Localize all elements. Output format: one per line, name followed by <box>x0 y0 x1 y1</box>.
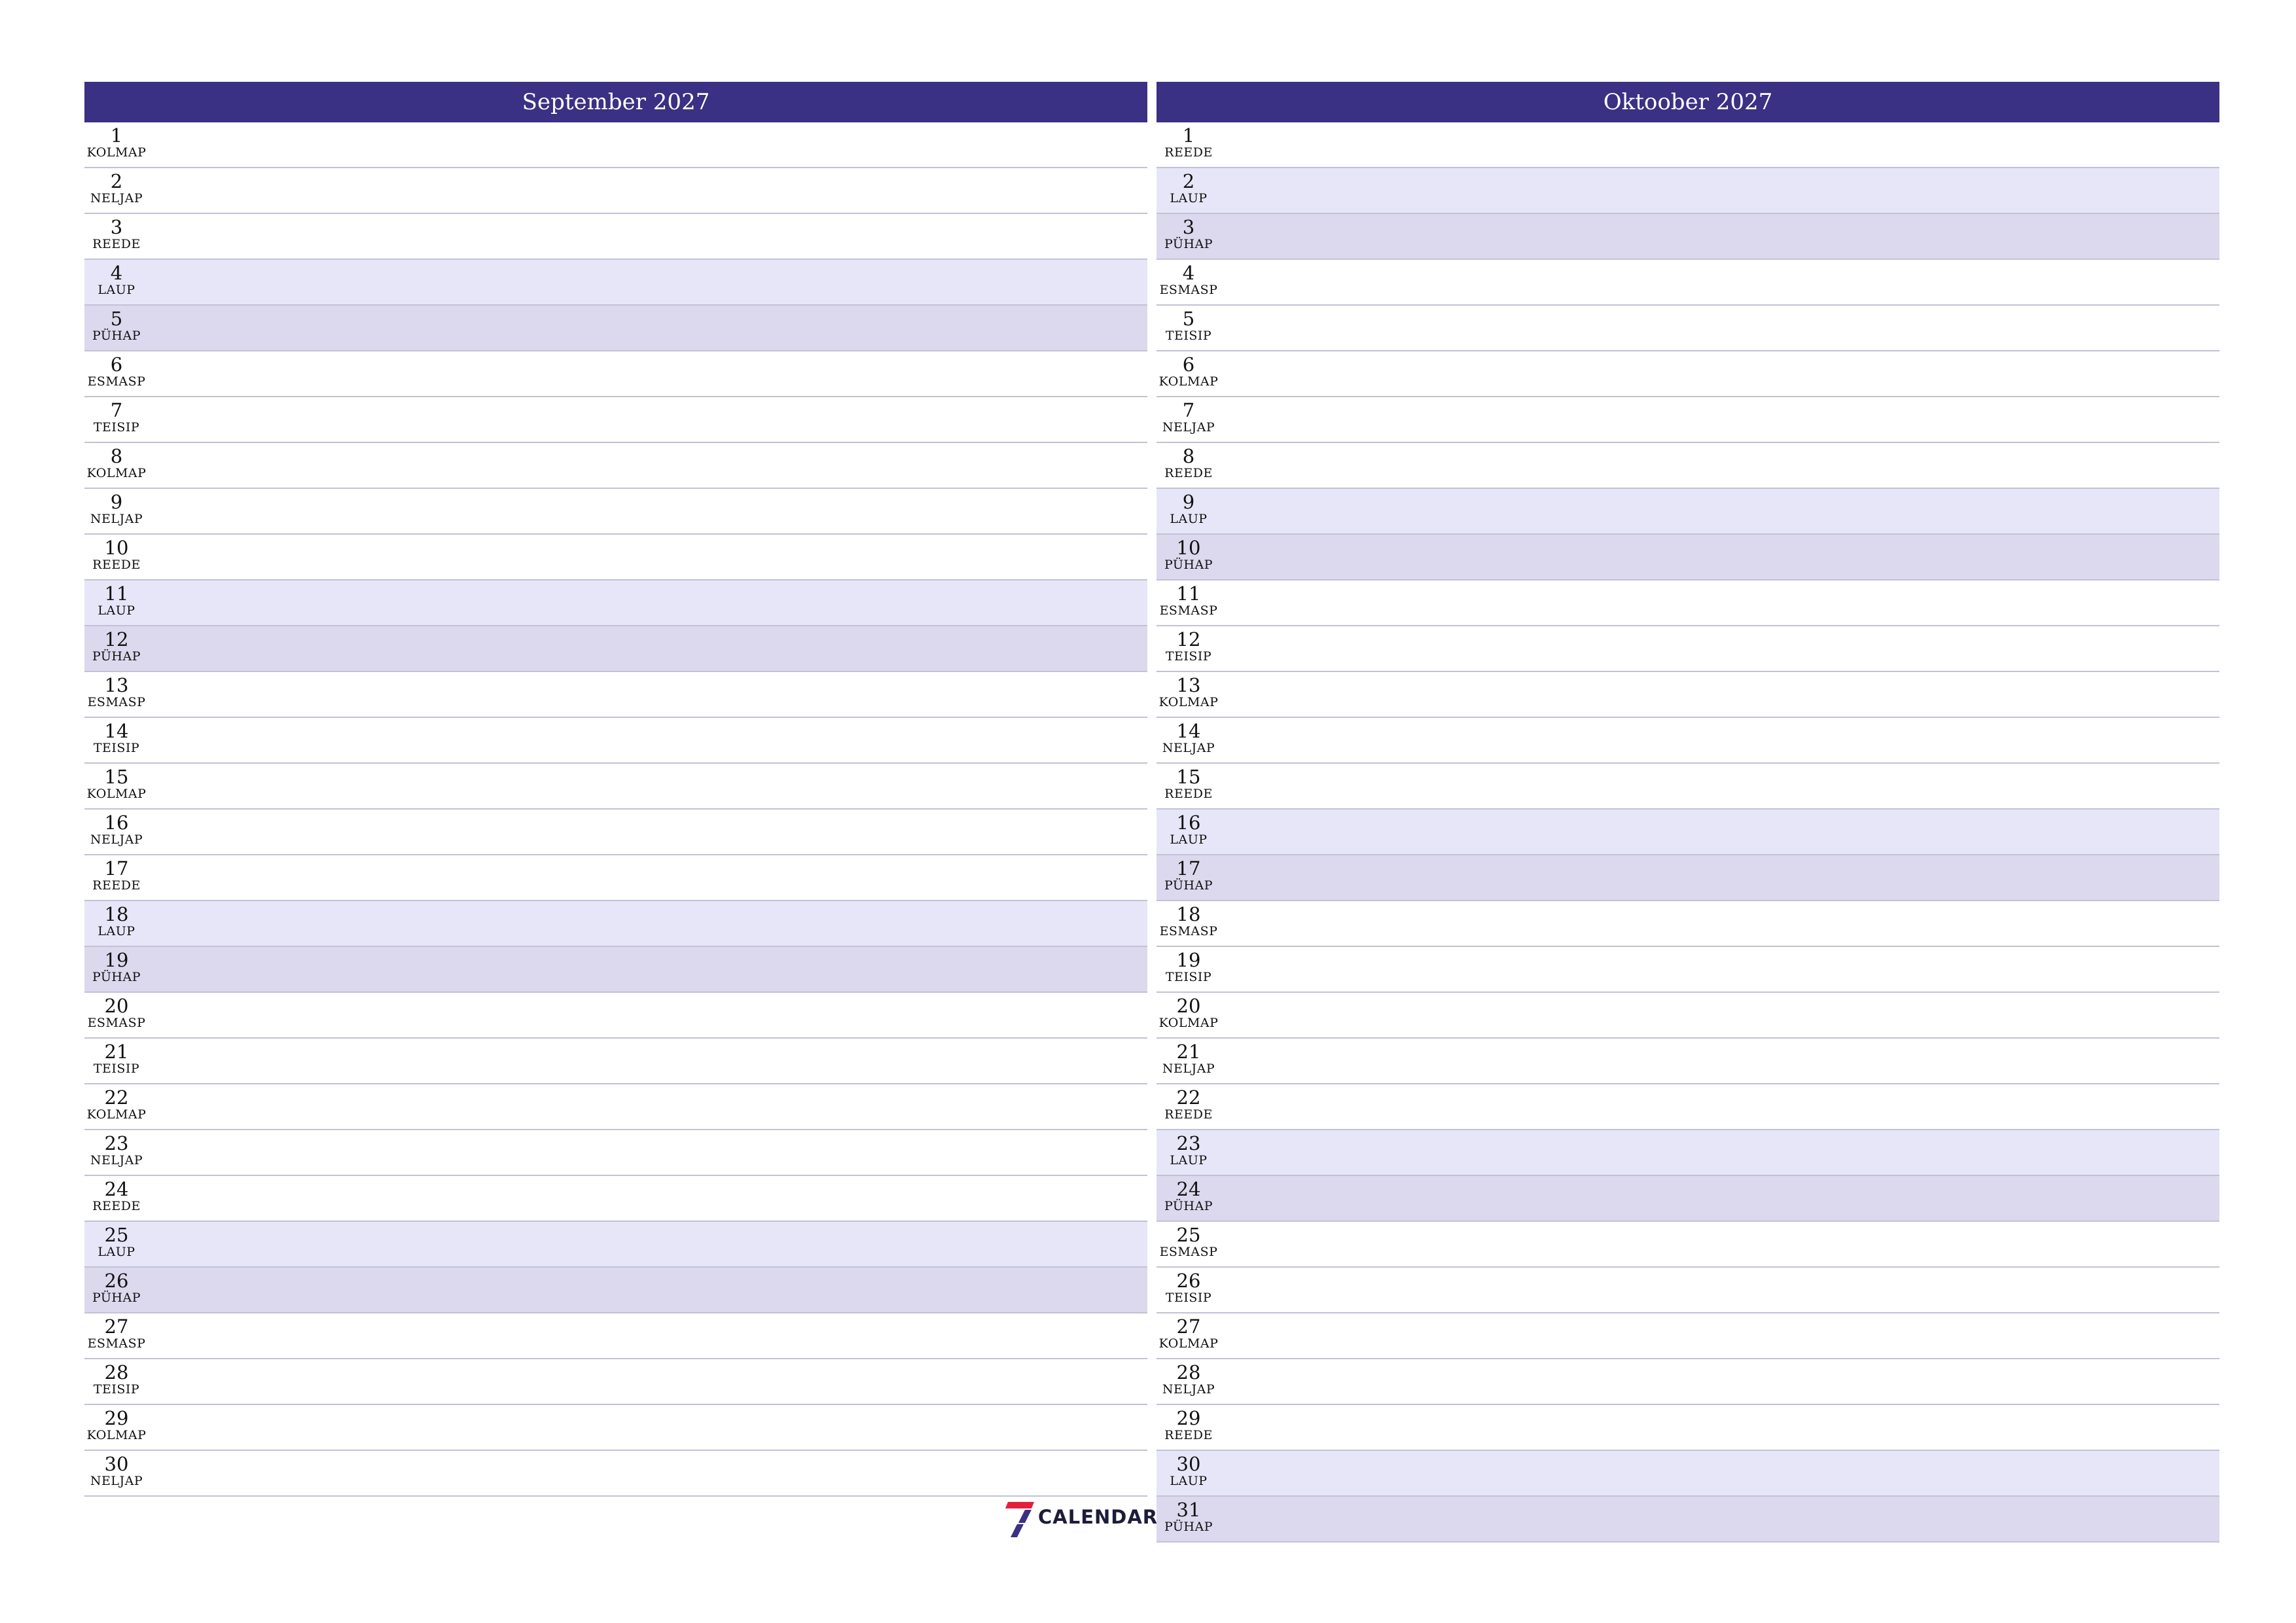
day-cell <box>84 122 149 167</box>
day-name: TEISIP <box>93 1382 140 1397</box>
day-cell <box>1157 1359 1221 1404</box>
day-row[interactable] <box>84 122 1147 168</box>
day-name: ESMASP <box>1159 924 1218 938</box>
day-name: NELJAP <box>90 191 143 205</box>
day-name: KOLMAP <box>1158 695 1219 709</box>
month-header: Oktoober 2027 <box>1157 82 2219 122</box>
day-cell <box>84 1222 149 1266</box>
day-cell <box>84 580 149 625</box>
day-row[interactable] <box>84 1084 1147 1130</box>
day-row[interactable] <box>84 397 1147 443</box>
day-row[interactable] <box>1157 1039 2219 1084</box>
day-row[interactable] <box>84 443 1147 489</box>
day-number: 21 <box>1176 1041 1201 1063</box>
day-cell <box>84 306 149 350</box>
day-row[interactable] <box>1157 535 2219 580</box>
day-cell <box>84 1039 149 1083</box>
day-number: 28 <box>1176 1361 1201 1383</box>
day-number: 9 <box>110 491 123 513</box>
day-number: 2 <box>1182 170 1195 192</box>
day-cell <box>1157 1497 1221 1541</box>
day-number: 23 <box>1176 1132 1201 1154</box>
day-cell <box>84 535 149 579</box>
day-cell <box>1157 397 1221 442</box>
day-cell <box>1157 168 1221 213</box>
day-cell <box>1157 1451 1221 1495</box>
day-name: PÜHAP <box>1164 558 1213 572</box>
day-name: KOLMAP <box>1158 1336 1219 1351</box>
day-cell <box>1157 214 1221 259</box>
day-row[interactable] <box>84 306 1147 351</box>
day-row[interactable] <box>84 810 1147 855</box>
day-name: NELJAP <box>1162 1061 1215 1076</box>
day-cell <box>84 168 149 213</box>
day-number: 16 <box>104 812 129 834</box>
day-number: 17 <box>1176 857 1201 880</box>
day-row[interactable] <box>1157 1313 2219 1359</box>
day-row[interactable] <box>1157 397 2219 443</box>
brand-logo[interactable] <box>1005 1501 1158 1537</box>
day-name: REEDE <box>1164 787 1213 801</box>
day-list <box>84 122 1147 1497</box>
day-cell <box>1157 306 1221 350</box>
day-row[interactable] <box>84 1130 1147 1176</box>
day-number: 30 <box>104 1453 129 1475</box>
day-cell <box>1157 1130 1221 1175</box>
day-number: 26 <box>104 1270 129 1292</box>
day-number: 20 <box>1176 995 1201 1017</box>
day-name: ESMASP <box>1159 603 1218 618</box>
day-name: LAUP <box>1170 832 1208 847</box>
day-number: 18 <box>104 903 129 925</box>
day-row[interactable] <box>1157 489 2219 535</box>
day-name: PÜHAP <box>92 649 141 664</box>
day-row[interactable] <box>1157 1497 2219 1543</box>
day-row[interactable] <box>84 1451 1147 1497</box>
day-cell <box>84 1176 149 1221</box>
day-cell <box>84 1313 149 1358</box>
day-name: NELJAP <box>90 832 143 847</box>
day-cell <box>84 351 149 396</box>
day-name: PÜHAP <box>92 970 141 984</box>
day-number: 18 <box>1176 903 1201 925</box>
day-row[interactable] <box>1157 947 2219 993</box>
day-name: LAUP <box>98 1245 135 1259</box>
day-row[interactable] <box>1157 672 2219 718</box>
day-row[interactable] <box>84 1313 1147 1359</box>
day-name: LAUP <box>1170 512 1208 526</box>
day-name: ESMASP <box>1159 283 1218 297</box>
day-name: REEDE <box>1164 1428 1213 1442</box>
day-cell <box>1157 855 1221 900</box>
day-number: 1 <box>110 124 123 147</box>
day-name: PÜHAP <box>1164 237 1213 251</box>
day-cell <box>1157 1268 1221 1312</box>
day-number: 14 <box>1176 720 1201 742</box>
day-row[interactable] <box>84 901 1147 947</box>
day-number: 21 <box>104 1041 129 1063</box>
day-name: KOLMAP <box>86 145 147 160</box>
day-cell <box>1157 580 1221 625</box>
day-cell <box>84 993 149 1037</box>
day-number: 1 <box>1182 124 1195 147</box>
day-row[interactable] <box>1157 214 2219 260</box>
day-number: 14 <box>104 720 129 742</box>
day-row[interactable] <box>84 535 1147 580</box>
day-number: 19 <box>1176 949 1201 971</box>
day-number: 29 <box>104 1407 129 1429</box>
day-number: 8 <box>1182 445 1195 467</box>
day-number: 3 <box>1182 216 1195 238</box>
day-name: PÜHAP <box>1164 878 1213 893</box>
day-cell <box>84 1084 149 1129</box>
day-number: 8 <box>110 445 123 467</box>
day-row[interactable] <box>84 580 1147 626</box>
day-cell <box>84 764 149 808</box>
day-cell <box>84 1451 149 1495</box>
day-name: REEDE <box>92 558 141 572</box>
day-name: NELJAP <box>90 1153 143 1168</box>
day-row[interactable] <box>1157 306 2219 351</box>
day-number: 6 <box>1182 353 1195 376</box>
day-cell <box>1157 901 1221 946</box>
day-number: 5 <box>1182 308 1195 330</box>
day-name: REEDE <box>92 878 141 893</box>
day-name: TEISIP <box>1165 649 1212 664</box>
day-number: 13 <box>1176 674 1201 696</box>
day-row[interactable] <box>1157 260 2219 306</box>
day-cell <box>1157 535 1221 579</box>
day-row[interactable] <box>1157 1359 2219 1405</box>
day-number: 22 <box>104 1086 129 1109</box>
day-cell <box>1157 947 1221 991</box>
day-cell <box>1157 993 1221 1037</box>
day-name: REEDE <box>92 1199 141 1213</box>
day-name: TEISIP <box>1165 970 1212 984</box>
seven-logo-icon <box>1005 1501 1037 1537</box>
day-row[interactable] <box>1157 855 2219 901</box>
day-row[interactable] <box>1157 1130 2219 1176</box>
day-number: 10 <box>1176 537 1201 559</box>
day-number: 27 <box>1176 1315 1201 1338</box>
day-name: ESMASP <box>87 374 146 389</box>
day-row[interactable] <box>84 993 1147 1039</box>
day-row[interactable] <box>1157 810 2219 855</box>
day-name: LAUP <box>1170 191 1208 205</box>
day-number: 23 <box>104 1132 129 1154</box>
day-cell <box>1157 764 1221 808</box>
day-number: 24 <box>1176 1178 1201 1200</box>
day-name: PÜHAP <box>92 1291 141 1305</box>
day-cell <box>84 397 149 442</box>
day-row[interactable] <box>1157 580 2219 626</box>
day-name: LAUP <box>1170 1474 1208 1488</box>
month-header: September 2027 <box>84 82 1147 122</box>
day-row[interactable] <box>1157 443 2219 489</box>
day-name: NELJAP <box>90 1474 143 1488</box>
day-number: 11 <box>104 582 129 605</box>
day-row[interactable] <box>84 1176 1147 1222</box>
day-row[interactable] <box>84 351 1147 397</box>
day-number: 10 <box>104 537 129 559</box>
day-list <box>1157 122 2219 1543</box>
day-number: 29 <box>1176 1407 1201 1429</box>
day-row[interactable] <box>1157 1176 2219 1222</box>
day-name: REEDE <box>1164 1107 1213 1122</box>
day-row[interactable] <box>84 1359 1147 1405</box>
day-name: NELJAP <box>1162 1382 1215 1397</box>
day-number: 5 <box>110 308 123 330</box>
day-number: 28 <box>104 1361 129 1383</box>
day-cell <box>84 626 149 671</box>
day-row[interactable] <box>1157 122 2219 168</box>
day-name: LAUP <box>98 924 135 938</box>
day-cell <box>84 901 149 946</box>
brand-logo-text: CALENDAR <box>1038 1506 1158 1528</box>
day-name: ESMASP <box>87 1016 146 1030</box>
day-name: ESMASP <box>1159 1245 1218 1259</box>
day-row[interactable] <box>84 489 1147 535</box>
day-name: TEISIP <box>1165 329 1212 343</box>
day-name: KOLMAP <box>86 1428 147 1442</box>
day-row[interactable] <box>1157 626 2219 672</box>
day-cell <box>1157 718 1221 762</box>
day-name: NELJAP <box>1162 420 1215 435</box>
day-row[interactable] <box>84 1405 1147 1451</box>
day-number: 27 <box>104 1315 129 1338</box>
day-cell <box>1157 1313 1221 1358</box>
day-cell <box>84 1268 149 1312</box>
day-cell <box>1157 1084 1221 1129</box>
day-name: ESMASP <box>87 1336 146 1351</box>
day-cell <box>1157 260 1221 304</box>
day-name: REEDE <box>1164 466 1213 480</box>
day-cell <box>84 1359 149 1404</box>
day-number: 24 <box>104 1178 129 1200</box>
day-number: 9 <box>1182 491 1195 513</box>
day-number: 16 <box>1176 812 1201 834</box>
day-name: PÜHAP <box>1164 1520 1213 1534</box>
day-row[interactable] <box>1157 168 2219 214</box>
day-number: 12 <box>104 628 129 651</box>
day-number: 11 <box>1176 582 1201 605</box>
day-row[interactable] <box>1157 1268 2219 1313</box>
day-row[interactable] <box>1157 351 2219 397</box>
day-name: KOLMAP <box>86 787 147 801</box>
day-row[interactable] <box>1157 901 2219 947</box>
day-cell <box>1157 1405 1221 1450</box>
day-row[interactable] <box>1157 718 2219 764</box>
day-number: 30 <box>1176 1453 1201 1475</box>
day-cell <box>84 260 149 304</box>
day-row[interactable] <box>84 626 1147 672</box>
day-cell <box>1157 810 1221 854</box>
day-number: 15 <box>104 766 129 788</box>
month-october <box>1157 82 2219 1543</box>
day-number: 19 <box>104 949 129 971</box>
day-row[interactable] <box>1157 993 2219 1039</box>
day-cell <box>84 672 149 717</box>
day-number: 20 <box>104 995 129 1017</box>
day-row[interactable] <box>84 718 1147 764</box>
day-row[interactable] <box>1157 1451 2219 1497</box>
day-row[interactable] <box>84 947 1147 993</box>
day-number: 2 <box>110 170 123 192</box>
day-number: 4 <box>110 262 123 284</box>
day-name: LAUP <box>98 603 135 618</box>
day-cell <box>1157 1039 1221 1083</box>
day-name: TEISIP <box>1165 1291 1212 1305</box>
day-cell <box>1157 672 1221 717</box>
day-cell <box>1157 1176 1221 1221</box>
day-name: REEDE <box>92 237 141 251</box>
day-name: LAUP <box>1170 1153 1208 1168</box>
day-number: 31 <box>1176 1499 1201 1521</box>
day-cell <box>1157 1222 1221 1266</box>
day-number: 26 <box>1176 1270 1201 1292</box>
day-cell <box>1157 443 1221 488</box>
day-number: 3 <box>110 216 123 238</box>
day-cell <box>1157 122 1221 167</box>
day-row[interactable] <box>84 1222 1147 1268</box>
day-cell <box>84 810 149 854</box>
day-number: 15 <box>1176 766 1201 788</box>
day-number: 12 <box>1176 628 1201 651</box>
day-number: 25 <box>104 1224 129 1246</box>
day-row[interactable] <box>1157 764 2219 810</box>
day-number: 22 <box>1176 1086 1201 1109</box>
day-row[interactable] <box>84 764 1147 810</box>
day-row[interactable] <box>84 1039 1147 1084</box>
day-row[interactable] <box>1157 1405 2219 1451</box>
day-cell <box>84 855 149 900</box>
day-name: KOLMAP <box>86 1107 147 1122</box>
day-row[interactable] <box>84 214 1147 260</box>
day-cell <box>1157 626 1221 671</box>
day-name: ESMASP <box>87 695 146 709</box>
day-name: LAUP <box>98 283 135 297</box>
day-name: KOLMAP <box>1158 1016 1219 1030</box>
day-name: TEISIP <box>93 1061 140 1076</box>
day-name: KOLMAP <box>1158 374 1219 389</box>
day-number: 17 <box>104 857 129 880</box>
day-number: 6 <box>110 353 123 376</box>
day-cell <box>84 489 149 533</box>
day-number: 7 <box>1182 399 1195 421</box>
day-cell <box>84 718 149 762</box>
day-row[interactable] <box>1157 1084 2219 1130</box>
day-row[interactable] <box>84 672 1147 718</box>
day-cell <box>84 947 149 991</box>
day-name: REEDE <box>1164 145 1213 160</box>
day-name: TEISIP <box>93 420 140 435</box>
month-september <box>84 82 1147 1497</box>
day-row[interactable] <box>84 855 1147 901</box>
day-name: KOLMAP <box>86 466 147 480</box>
day-number: 13 <box>104 674 129 696</box>
day-cell <box>84 1405 149 1450</box>
day-name: NELJAP <box>90 512 143 526</box>
day-name: PÜHAP <box>1164 1199 1213 1213</box>
day-row[interactable] <box>84 1268 1147 1313</box>
day-cell <box>84 214 149 259</box>
day-row[interactable] <box>84 260 1147 306</box>
day-number: 7 <box>110 399 123 421</box>
day-name: TEISIP <box>93 741 140 755</box>
day-cell <box>84 1130 149 1175</box>
day-name: NELJAP <box>1162 741 1215 755</box>
day-cell <box>1157 351 1221 396</box>
day-number: 4 <box>1182 262 1195 284</box>
day-number: 25 <box>1176 1224 1201 1246</box>
day-cell <box>1157 489 1221 533</box>
day-name: PÜHAP <box>92 329 141 343</box>
day-row[interactable] <box>84 168 1147 214</box>
day-row[interactable] <box>1157 1222 2219 1268</box>
day-cell <box>84 443 149 488</box>
